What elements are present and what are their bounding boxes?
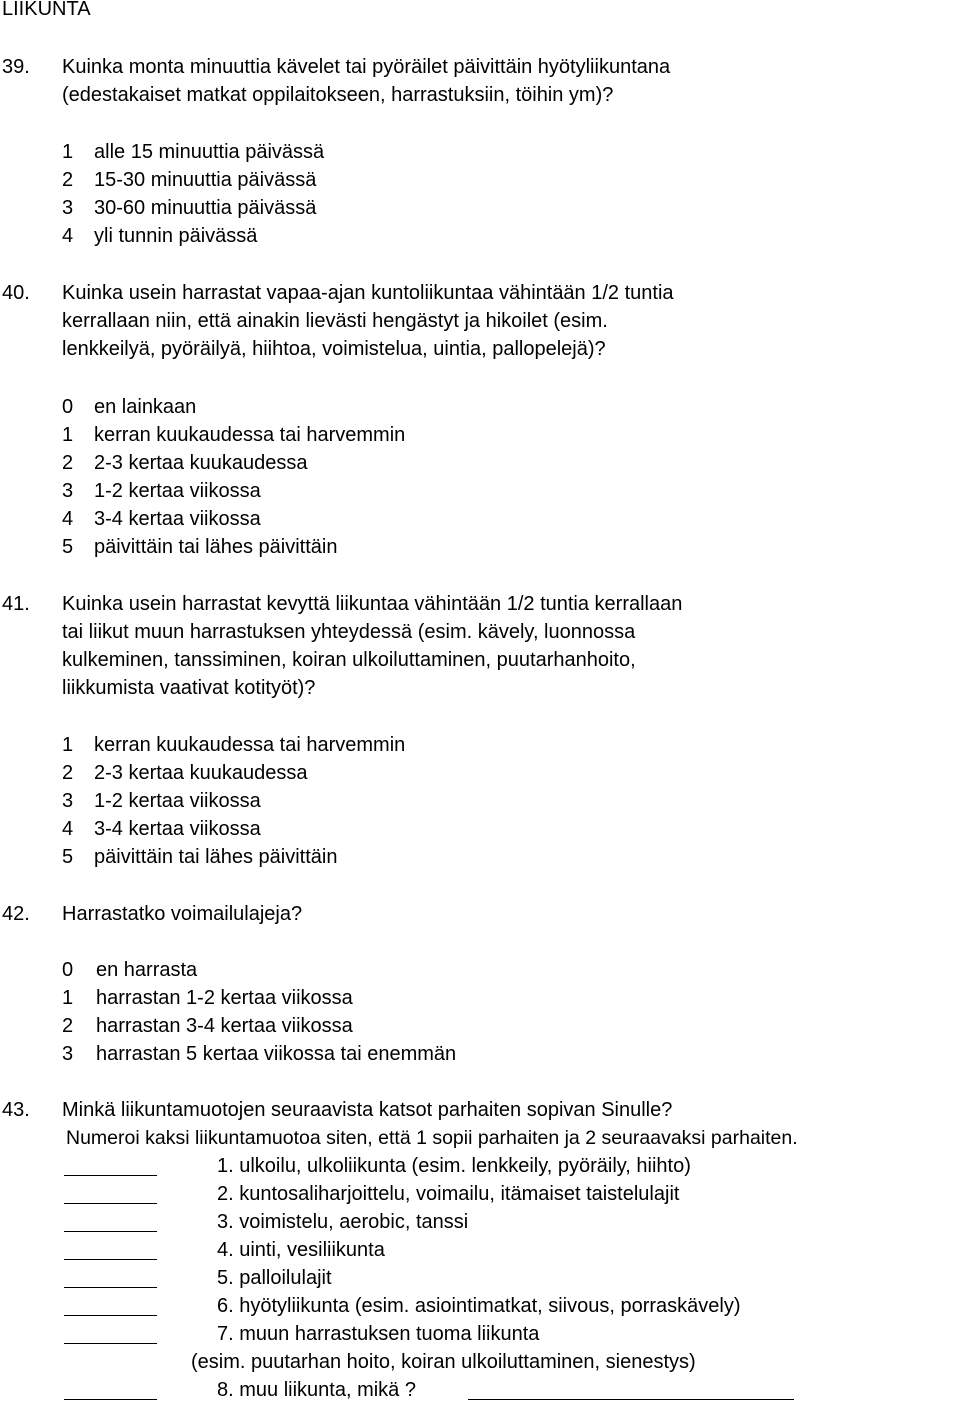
question-41-line-4: liikkumista vaativat kotityöt)?	[62, 677, 316, 699]
question-39-line-1: Kuinka monta minuuttia kävelet tai pyöräilet päivittäin hyötyliikuntana	[62, 56, 671, 78]
question-41-number: 41.	[2, 593, 30, 615]
option-text[interactable]: 3-4 kertaa viikossa	[94, 508, 261, 530]
rank-blank-2[interactable]	[64, 1203, 157, 1204]
option-code: 3	[62, 1043, 74, 1065]
option-text[interactable]: harrastan 3-4 kertaa viikossa	[96, 1015, 353, 1037]
option-code: 3	[62, 790, 74, 812]
option-code: 0	[62, 396, 74, 418]
question-42-line-1: Harrastatko voimailulajeja?	[62, 903, 303, 925]
option-text[interactable]: 15-30 minuuttia päivässä	[94, 169, 317, 191]
rank-blank-3[interactable]	[64, 1231, 157, 1232]
option-code: 2	[62, 452, 74, 474]
question-39-line-2: (edestakaiset matkat oppilaitokseen, harrastuksiin, töihin ym)?	[62, 84, 614, 106]
rank-item-7: 7. muun harrastuksen tuoma liikunta	[217, 1323, 540, 1345]
rank-item-4: 4. uinti, vesiliikunta	[217, 1239, 385, 1261]
option-text[interactable]: yli tunnin päivässä	[94, 225, 258, 247]
option-text[interactable]: 30-60 minuuttia päivässä	[94, 197, 317, 219]
other-activity-blank[interactable]	[468, 1399, 794, 1400]
rank-blank-6[interactable]	[64, 1315, 157, 1316]
option-text[interactable]: kerran kuukaudessa tai harvemmin	[94, 734, 406, 756]
option-text[interactable]: en lainkaan	[94, 396, 197, 418]
rank-blank-5[interactable]	[64, 1287, 157, 1288]
option-text[interactable]: päivittäin tai lähes päivittäin	[94, 536, 338, 558]
rank-blank-4[interactable]	[64, 1259, 157, 1260]
option-text[interactable]: alle 15 minuuttia päivässä	[94, 141, 325, 163]
option-text[interactable]: harrastan 5 kertaa viikossa tai enemmän	[96, 1043, 457, 1065]
option-code: 1	[62, 987, 74, 1009]
option-code: 3	[62, 197, 74, 219]
option-code: 1	[62, 734, 74, 756]
option-text[interactable]: 1-2 kertaa viikossa	[94, 790, 261, 812]
rank-blank-8[interactable]	[64, 1399, 157, 1400]
option-code: 5	[62, 846, 74, 868]
option-code: 4	[62, 225, 74, 247]
option-code: 2	[62, 1015, 74, 1037]
rank-blank-1[interactable]	[64, 1175, 157, 1176]
question-43-line-1: Minkä liikuntamuotojen seuraavista katsot parhaiten sopivan Sinulle?	[62, 1099, 673, 1121]
option-text[interactable]: harrastan 1-2 kertaa viikossa	[96, 987, 353, 1009]
question-42-number: 42.	[2, 903, 30, 925]
question-39-number: 39.	[2, 56, 30, 78]
rank-blank-7[interactable]	[64, 1343, 157, 1344]
option-code: 1	[62, 424, 74, 446]
rank-item-2: 2. kuntosaliharjoittelu, voimailu, itämaiset taistelulajit	[217, 1183, 680, 1205]
question-41-line-1: Kuinka usein harrastat kevyttä liikuntaa vähintään 1/2 tuntia kerrallaan	[62, 593, 683, 615]
rank-item-6: 6. hyötyliikunta (esim. asiointimatkat, siivous, porraskävely)	[217, 1295, 741, 1317]
question-41-line-3: kulkeminen, tanssiminen, koiran ulkoiluttaminen, puutarhanhoito,	[62, 649, 636, 671]
question-40-line-3: lenkkeilyä, pyöräilyä, hiihtoa, voimistelua, uintia, pallopelejä)?	[62, 338, 606, 360]
question-43-line-2: Numeroi kaksi liikuntamuotoa siten, että 1 sopii parhaiten ja 2 seuraavaksi parhaiten.	[66, 1127, 798, 1149]
question-40-line-1: Kuinka usein harrastat vapaa-ajan kuntoliikuntaa vähintään 1/2 tuntia	[62, 282, 674, 304]
option-code: 4	[62, 508, 74, 530]
option-text[interactable]: 2-3 kertaa kuukaudessa	[94, 762, 308, 784]
option-code: 1	[62, 141, 74, 163]
question-43-number: 43.	[2, 1099, 30, 1121]
option-code: 2	[62, 762, 74, 784]
rank-item-3: 3. voimistelu, aerobic, tanssi	[217, 1211, 469, 1233]
section-title: LIIKUNTA	[2, 0, 91, 20]
option-code: 2	[62, 169, 74, 191]
option-text[interactable]: 3-4 kertaa viikossa	[94, 818, 261, 840]
option-text[interactable]: en harrasta	[96, 959, 198, 981]
option-code: 0	[62, 959, 74, 981]
option-code: 4	[62, 818, 74, 840]
question-40-number: 40.	[2, 282, 30, 304]
rank-item-1: 1. ulkoilu, ulkoliikunta (esim. lenkkeily, pyöräily, hiihto)	[217, 1155, 691, 1177]
option-code: 5	[62, 536, 74, 558]
rank-item-7-continuation: (esim. puutarhan hoito, koiran ulkoiluttaminen, sienestys)	[191, 1351, 696, 1373]
option-text[interactable]: päivittäin tai lähes päivittäin	[94, 846, 338, 868]
question-40-line-2: kerrallaan niin, että ainakin lievästi hengästyt ja hikoilet (esim.	[62, 310, 608, 332]
rank-item-5: 5. palloilulajit	[217, 1267, 332, 1289]
question-41-line-2: tai liikut muun harrastuksen yhteydessä (esim. kävely, luonnossa	[62, 621, 636, 643]
rank-item-8: 8. muu liikunta, mikä ?	[217, 1379, 416, 1401]
option-text[interactable]: 2-3 kertaa kuukaudessa	[94, 452, 308, 474]
option-code: 3	[62, 480, 74, 502]
option-text[interactable]: kerran kuukaudessa tai harvemmin	[94, 424, 406, 446]
option-text[interactable]: 1-2 kertaa viikossa	[94, 480, 261, 502]
